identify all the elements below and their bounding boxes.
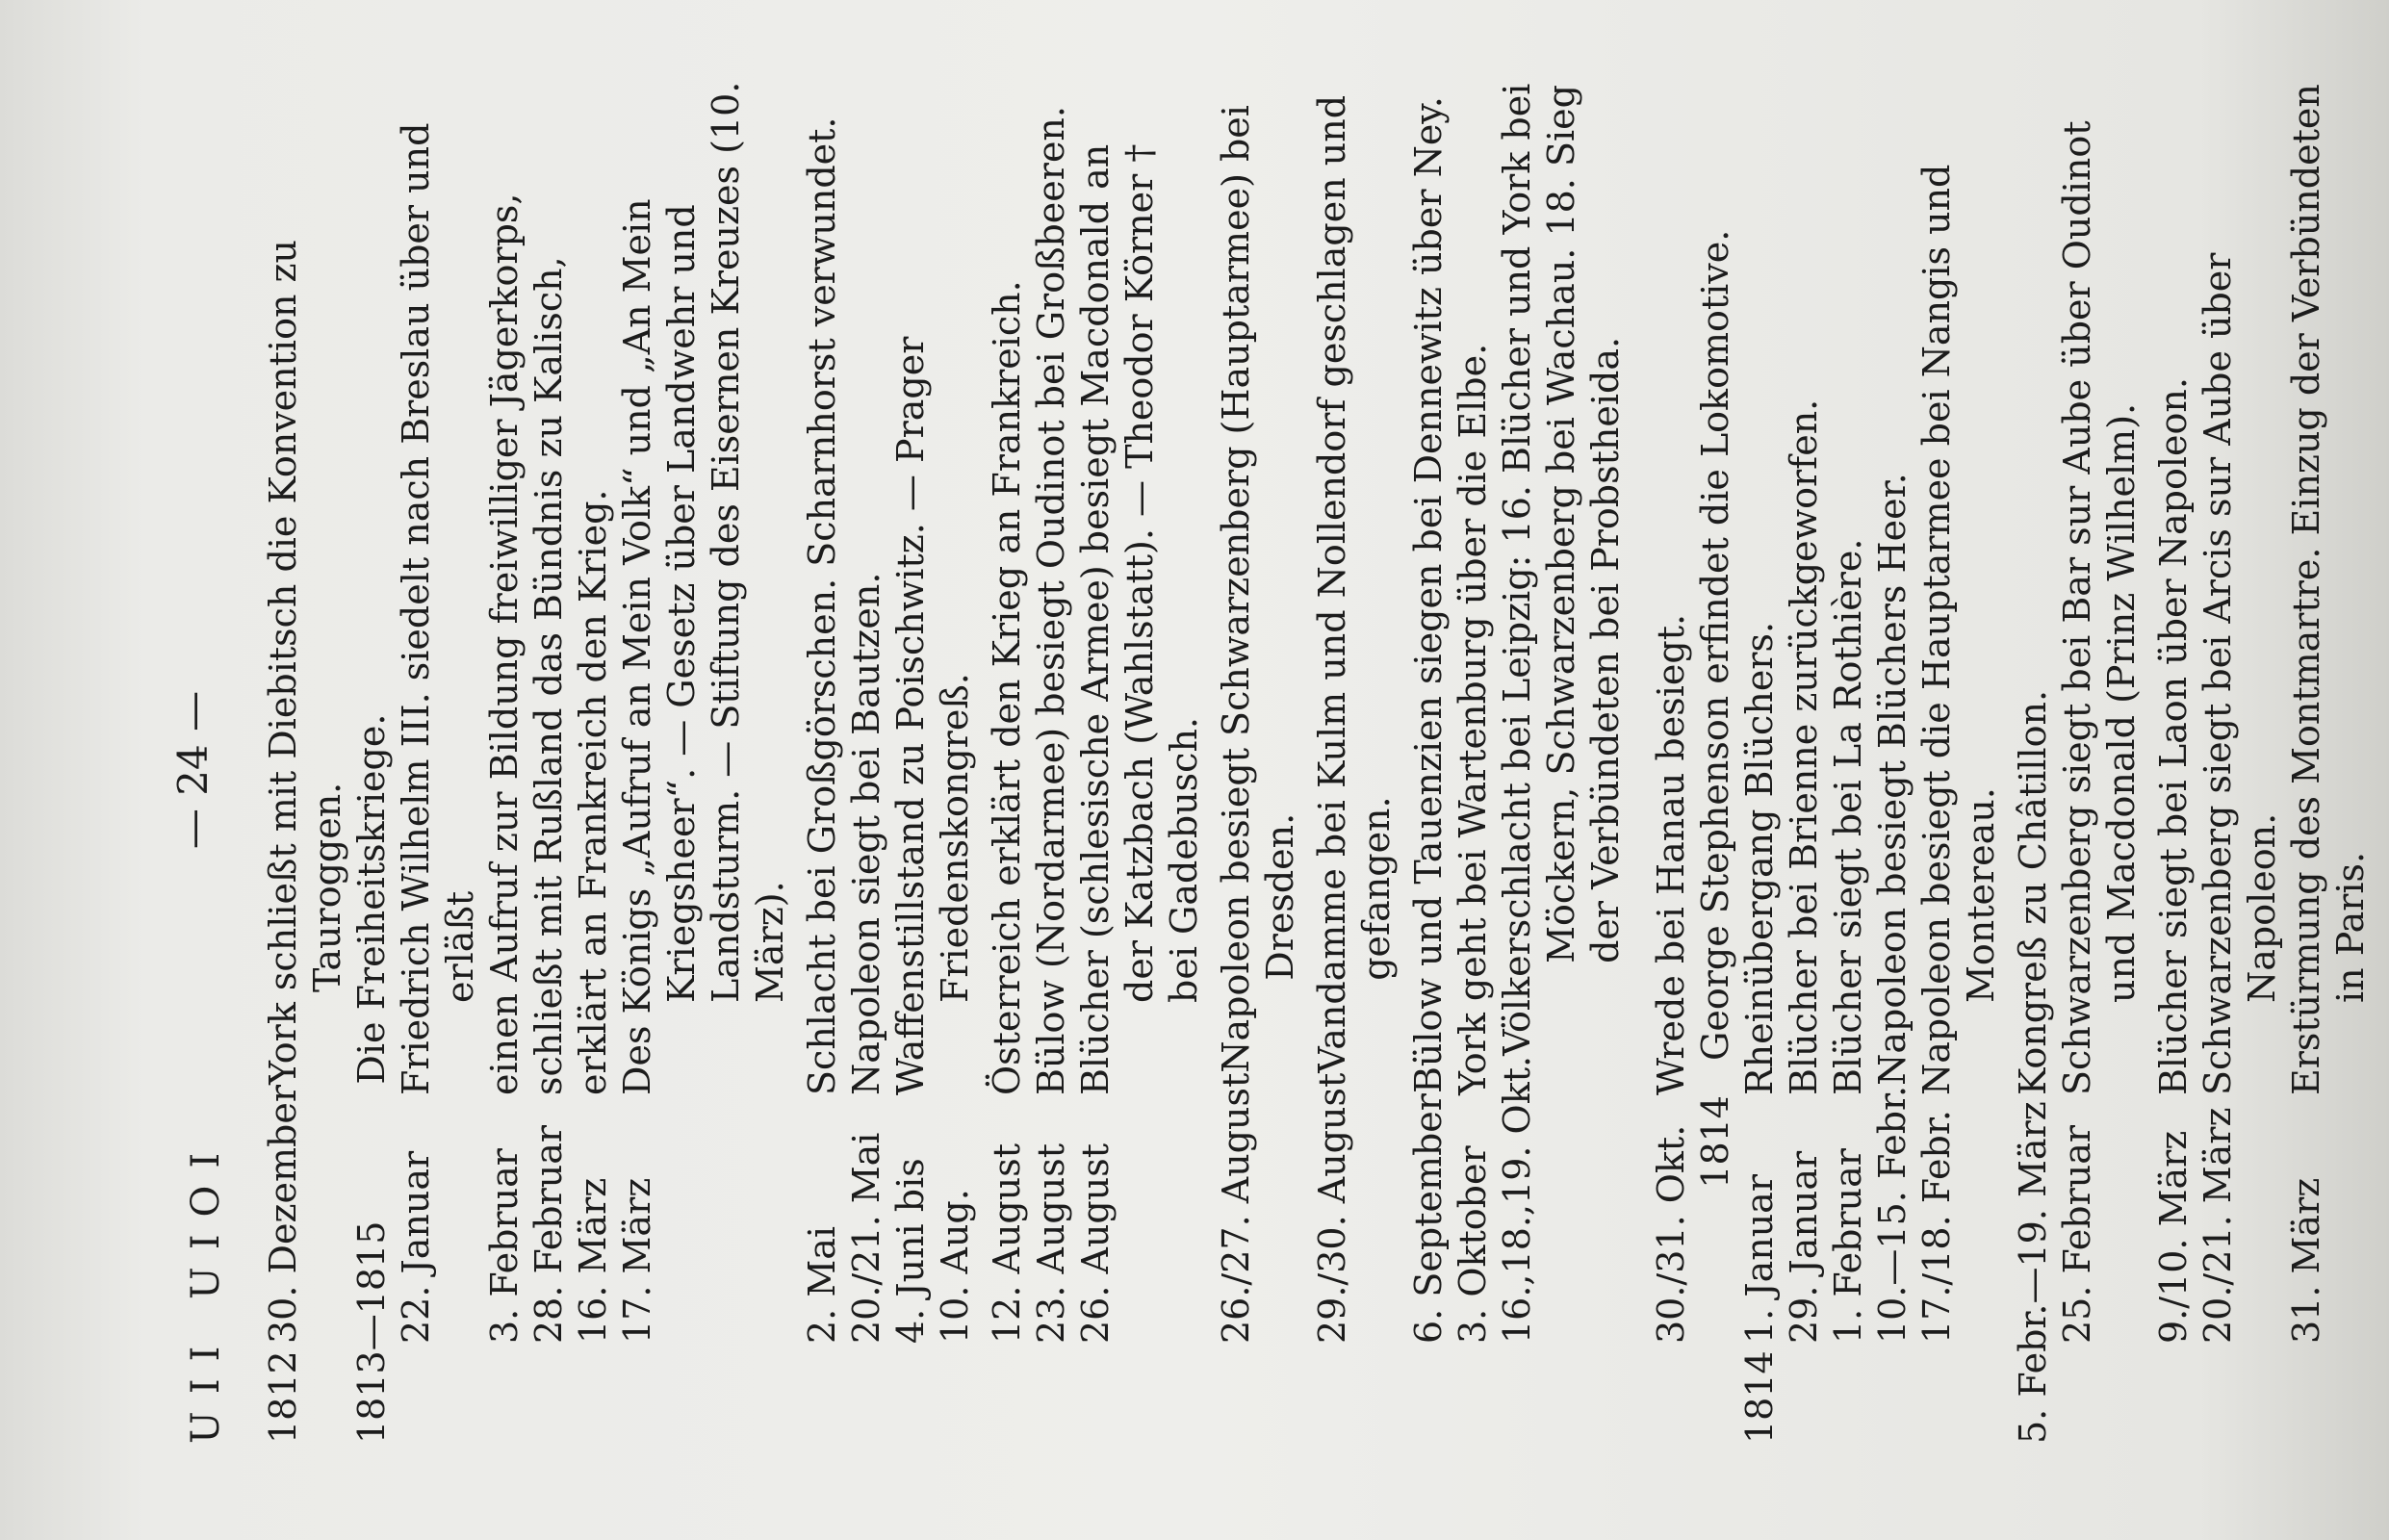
entry-date: 17./18. Febr. [1915, 1110, 1958, 1344]
entry-date: 16. März [572, 1177, 614, 1344]
entry-text: erklärt an Frankreich den Krieg. [572, 489, 614, 1095]
page-content-rotated [116, 58, 2372, 1482]
chronology-entry [1693, 77, 1737, 1444]
entry-text: Schlacht bei Großgörschen. Scharnhorst verwundet. [801, 116, 843, 1095]
chronology-entry [1649, 77, 1693, 1444]
page-number: — 24 — [169, 690, 217, 850]
chronology-entry [349, 77, 394, 1444]
chronology-list [261, 69, 2373, 1444]
entry-text: Vandamme bei Kulm und Nollendorf geschlagen und gefangen. [1311, 83, 1398, 1073]
entry-text: schließt mit Rußland das Bündnis zu Kalisch, [527, 256, 570, 1095]
chronology-entry [1782, 77, 1826, 1444]
entry-date: 6. September [1407, 1093, 1450, 1344]
chronology-entry [1029, 77, 1073, 1444]
entry-date: 28. Februar [527, 1124, 570, 1344]
entry-date: 1814 [1694, 1095, 1736, 1189]
chronology-entry [888, 77, 977, 1444]
entry-text: Des Königs „Aufruf an Mein Volk“ und „An Mein Kriegsheer“. — Gesetz über Landwehr und Landsturm. — Stiftung des Eisernen Kreuzes (10. März). [616, 69, 791, 1095]
entry-date: 30. Dezember [262, 1085, 304, 1344]
chronology-entry [571, 77, 615, 1444]
entry-text: Rheinübergang Blüchers. [1738, 621, 1781, 1095]
chronology-entry [844, 77, 888, 1444]
entry-year: 1814 [1738, 1350, 1781, 1444]
chronology-entry [482, 77, 527, 1444]
entry-date: 25. Februar [2056, 1124, 2098, 1344]
chronology-entry [800, 77, 844, 1444]
entry-date: 10.—15. Febr. [1871, 1085, 1914, 1344]
entry-date: 1. Januar [1738, 1174, 1781, 1344]
entry-text: York schließt mit Diebitsch die Konvention zu Tauroggen. [262, 227, 348, 1085]
entry-text: Napoleon besiegt Blüchers Heer. [1871, 473, 1914, 1086]
entry-text: George Stephenson erfindet die Lokomotive. [1694, 229, 1736, 1061]
entry-text: Blücher (schlesische Armee) besiegt Macdonald an der Katzbach (Wahlstatt). — Theodor Körner † bei Gadebusch. [1074, 132, 1205, 1095]
entry-date: 20./21. März [2196, 1107, 2239, 1344]
entry-text: Bülow (Nordarmee) besiegt Oudinot bei Großbeeren. [1030, 106, 1072, 1095]
entry-date: 3. Oktober [1451, 1145, 1494, 1344]
entry-text: Napoleon besiegt Schwarzenberg (Hauptarmee) bei Dresden. [1215, 92, 1301, 1073]
chronology-entry [1870, 77, 1914, 1444]
entry-date: 3. Februar [483, 1148, 526, 1344]
chronology-entry [2284, 72, 2373, 1444]
chronology-entry [261, 77, 349, 1444]
entry-text: Friedrich Wilhelm III. siedelt nach Breslau über und erläßt [395, 111, 481, 1095]
entry-date: 22. Januar [395, 1150, 437, 1344]
chronology-entry [2011, 77, 2055, 1444]
entry-date: 17. März [616, 1177, 658, 1344]
chronology-entry [1826, 77, 1870, 1444]
chronology-entry [1737, 77, 1782, 1444]
entry-text: Napoleon siegt bei Bautzen. [845, 572, 887, 1095]
entry-text: Waffenstillstand zu Poischwitz. — Prager Friedenskongreß. [889, 324, 976, 1095]
entry-year: 1813—1815 [350, 1220, 393, 1444]
entry-text: Erstürmung des Montmartre. Einzug der Verbündeten in Paris. [2285, 72, 2372, 1095]
entry-date: 16.,18.,19. Okt. [1496, 1055, 1538, 1344]
entry-text: Blücher bei Brienne zurückgeworfen. [1783, 398, 1825, 1095]
entry-text: Kongreß zu Châtillon. [2012, 689, 2054, 1095]
entry-text: Bülow und Tauenzien siegen bei Dennewitz über Ney. [1407, 96, 1450, 1094]
entry-date: 29./30. August [1311, 1072, 1353, 1344]
entry-date: 9./10. März [2152, 1130, 2195, 1344]
entry-date: 4. Juni bis 10. Aug. [889, 1158, 976, 1344]
entry-date: 1. Februar [1827, 1148, 1869, 1344]
entry-text: Schwarzenberg siegt bei Arcis sur Aube über Napoleon. [2196, 241, 2283, 1095]
chronology-entry [985, 77, 1029, 1444]
entry-date: 30./31. Okt. [1650, 1124, 1692, 1344]
entry-text: Österreich erklärt den Krieg an Frankreich. [986, 280, 1028, 1095]
entry-date: 26./27. August [1215, 1072, 1257, 1344]
entry-date: 5. Febr.—19. März [2012, 1101, 2054, 1444]
chronology-entry [2055, 77, 2144, 1444]
entry-text: Blücher siegt bei La Rothière. [1827, 538, 1869, 1095]
entry-text: Die Freiheitskriege. [350, 713, 393, 1085]
chronology-entry [527, 77, 571, 1444]
entry-date: 12. August [986, 1143, 1028, 1344]
chronology-entry [1214, 77, 1302, 1444]
entry-text: Wrede bei Hanau besiegt. [1650, 613, 1692, 1095]
entry-text: einen Aufruf zur Bildung freiwilliger Jägerkorps, [483, 192, 526, 1095]
chronology-entry [2196, 77, 2284, 1444]
entry-date: 26. August [1074, 1143, 1117, 1344]
entry-text: Völkerschlacht bei Leipzig: 16. Blücher und York bei Möckern, Schwarzenberg bei Wachau. 18. Sieg der Verbündeten bei Probstheida. [1496, 71, 1627, 1056]
chronology-entry [1495, 71, 1628, 1444]
entry-date: 29. Januar [1783, 1150, 1825, 1344]
chronology-entry [1406, 77, 1451, 1444]
chronology-entry [394, 77, 482, 1444]
chronology-entry [2151, 77, 2196, 1444]
entry-text: Blücher siegt bei Laon über Napoleon. [2152, 377, 2195, 1095]
entry-text: York geht bei Wartenburg über die Elbe. [1451, 343, 1494, 1095]
chronology-entry [1310, 77, 1399, 1444]
entry-year: 1812 [262, 1350, 304, 1444]
chronology-entry [1451, 77, 1495, 1444]
entry-date: 20./21. Mai [845, 1132, 887, 1344]
chronology-entry [1073, 77, 1206, 1444]
chronology-entry [1914, 77, 2003, 1444]
entry-date: 23. August [1030, 1143, 1072, 1344]
entry-text: Schwarzenberg siegt bei Bar sur Aube über Oudinot und Macdonald (Prinz Wilhelm). [2056, 109, 2143, 1095]
entry-date: 2. Mai [801, 1225, 843, 1344]
chronology-entry [615, 69, 792, 1444]
entry-text: Napoleon besiegt die Hauptarmee bei Nangis und Montereau. [1915, 152, 2002, 1095]
entry-date: 31. März [2285, 1177, 2327, 1344]
margin-mark: UII UIOI [184, 1135, 228, 1444]
